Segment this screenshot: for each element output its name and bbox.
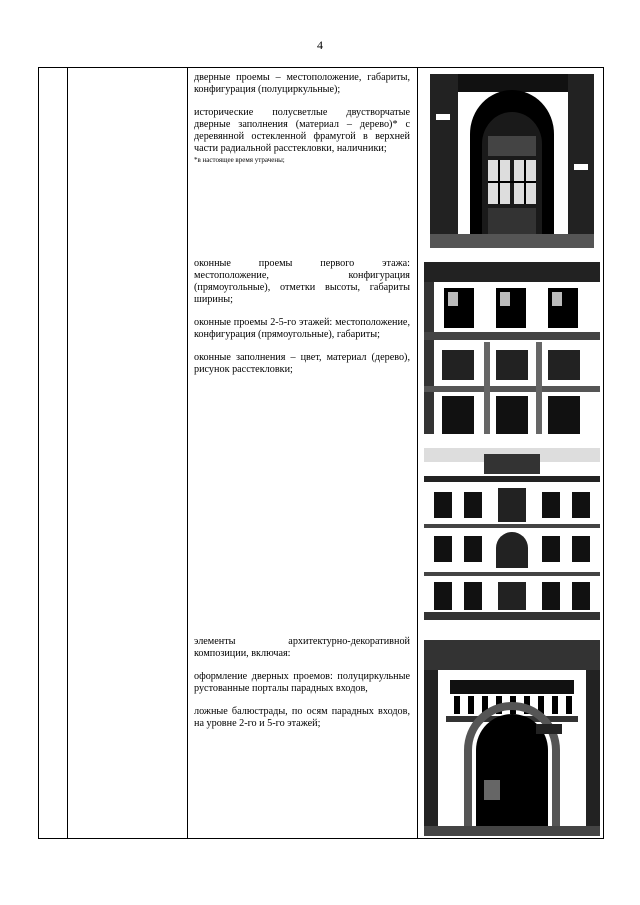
row-1-text xyxy=(194,72,410,165)
row-2-text xyxy=(194,258,410,387)
table-col-divider xyxy=(187,67,188,839)
paragraph: дверные проемы – местоположение, габариты, конфигурация (полуциркульные); xyxy=(194,72,410,95)
paragraph: оконные проемы первого этажа: местоположение, конфигурация (прямоугольные), отметки высоты, габариты ширины; xyxy=(194,258,410,305)
table-col-divider xyxy=(417,67,418,839)
paragraph: ложные балюстрады, по осям парадных входов, на уровне 2-го и 5-го этажей; xyxy=(194,706,410,729)
paragraph: оконные проемы 2-5-го этажей: местоположение, конфигурация (прямоугольные), габариты; xyxy=(194,317,410,340)
paragraph: элементы архитектурно-декоративной композиции, включая: xyxy=(194,636,410,659)
paragraph: исторические полусветлые двустворчатые дверные заполнения (материал – дерево)* с деревянной остекленной фрамугой в верхней части радиальной расстекловки, наличники; xyxy=(194,107,410,154)
paragraph: оконные заполнения – цвет, материал (дерево), рисунок расстекловки; xyxy=(194,352,410,375)
footnote: *в настоящее время утрачены; xyxy=(194,156,285,164)
table-border-bottom xyxy=(38,838,604,839)
table-border-top xyxy=(38,67,604,68)
facade-first-floor-photo xyxy=(424,262,600,434)
table-col-divider xyxy=(67,67,68,839)
table-border-right xyxy=(603,67,604,839)
portal-entrance-photo xyxy=(424,640,600,836)
facade-upper-floors-photo xyxy=(424,448,600,620)
row-3-text xyxy=(194,636,410,741)
table-border-left xyxy=(38,67,39,839)
arched-door-photo xyxy=(430,74,594,248)
page-number: 4 xyxy=(317,38,323,52)
paragraph: оформление дверных проемов: полуциркульные рустованные порталы парадных входов, xyxy=(194,671,410,694)
